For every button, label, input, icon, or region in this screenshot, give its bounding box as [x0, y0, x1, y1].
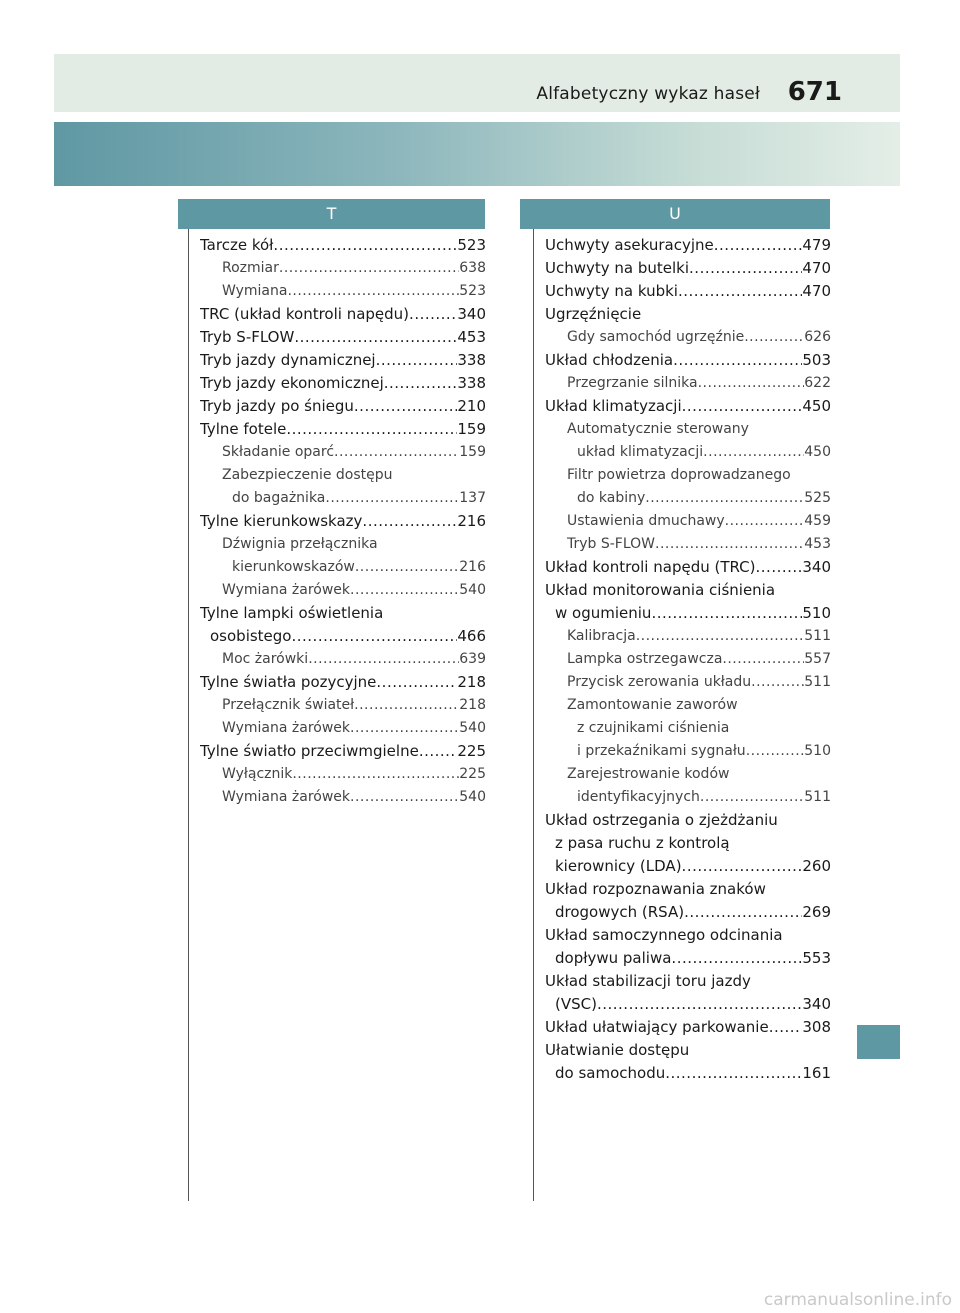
- section-header-t: T: [178, 199, 485, 229]
- index-entry-page: 639: [459, 651, 486, 667]
- page-number: 671: [787, 77, 842, 107]
- index-entry-text: Tylne kierunkowskazy: [200, 512, 363, 530]
- dot-leader: [384, 372, 458, 395]
- index-entry: [545, 280, 831, 303]
- index-entry-text: Układ stabilizacji toru jazdy: [545, 972, 751, 990]
- dot-leader: [665, 1062, 802, 1085]
- index-entry-text: drogowych (RSA): [555, 903, 685, 921]
- index-entry: [545, 579, 831, 602]
- index-entry-text: Ułatwianie dostępu: [545, 1041, 690, 1059]
- index-entry-text: Układ samoczynnego odcinania: [545, 926, 783, 944]
- index-entry-text: Tryb S-FLOW: [567, 536, 656, 552]
- index-entry: [200, 602, 486, 625]
- index-entry: [200, 303, 486, 326]
- index-entry-text: Tarcze kół: [200, 236, 274, 254]
- index-entry-text: Składanie oparć: [222, 444, 335, 460]
- index-entry-page: 159: [459, 444, 486, 460]
- index-entry: [200, 694, 486, 717]
- index-entry: [545, 257, 831, 280]
- dot-leader: [308, 648, 459, 671]
- index-entry: [545, 1016, 831, 1039]
- index-entry-page: 523: [457, 236, 486, 254]
- index-entry-page: 622: [804, 375, 831, 391]
- index-entry-text: Przegrzanie silnika: [567, 375, 698, 391]
- index-entry-text: Uchwyty na butelki: [545, 259, 690, 277]
- index-entry-text: Przycisk zerowania układu: [567, 674, 752, 690]
- dot-leader: [769, 1016, 803, 1039]
- index-entry-page: 511: [804, 674, 831, 690]
- page-title: Alfabetyczny wykaz haseł: [536, 84, 760, 104]
- dot-leader: [362, 510, 457, 533]
- index-entry: [200, 671, 486, 694]
- index-entry: [200, 625, 486, 648]
- dot-leader: [636, 625, 805, 648]
- index-entry: [545, 510, 831, 533]
- index-entry-page: 210: [457, 397, 486, 415]
- index-entry-page: 525: [804, 490, 831, 506]
- dot-leader: [756, 556, 803, 579]
- index-entry: [200, 556, 486, 579]
- watermark: carmanualsonline.info: [763, 1290, 952, 1310]
- index-entry-text: i przekaźnikami sygnału: [577, 743, 746, 759]
- index-entry-page: 216: [457, 512, 486, 530]
- index-entry-text: z czujnikami ciśnienia: [577, 720, 730, 736]
- index-entry: [545, 487, 831, 510]
- dot-leader: [700, 786, 804, 809]
- index-entry: [545, 303, 831, 326]
- index-entry: [545, 533, 831, 556]
- index-entry-text: do bagażnika: [232, 490, 326, 506]
- index-entry-text: Rozmiar: [222, 260, 279, 276]
- index-entry: [200, 740, 486, 763]
- index-entry: [545, 855, 831, 878]
- dot-leader: [746, 740, 805, 763]
- dot-leader: [744, 326, 804, 349]
- index-entry: [200, 464, 486, 487]
- index-entry: [545, 993, 831, 1016]
- index-entry-page: 159: [457, 420, 486, 438]
- header-bar: [54, 54, 900, 112]
- index-entry-text: Układ ostrzegania o zjeżdżaniu: [545, 811, 778, 829]
- index-entry-page: 218: [459, 697, 486, 713]
- index-entry-page: 540: [459, 720, 486, 736]
- index-entry: [545, 786, 831, 809]
- dot-leader: [286, 418, 457, 441]
- index-entry-text: dopływu paliwa: [555, 949, 672, 967]
- index-entry: [200, 648, 486, 671]
- index-entry: [545, 418, 831, 441]
- index-entry: [545, 441, 831, 464]
- dot-leader: [409, 303, 457, 326]
- index-entry: [200, 326, 486, 349]
- index-entry-text: do samochodu: [555, 1064, 666, 1082]
- index-entry-text: Zabezpieczenie dostępu: [222, 467, 393, 483]
- index-entry: [200, 280, 486, 303]
- index-entry-page: 459: [804, 513, 831, 529]
- index-entry-page: 511: [804, 628, 831, 644]
- index-entry-text: identyfikacyjnych: [577, 789, 700, 805]
- index-entry-text: Zarejestrowanie kodów: [567, 766, 730, 782]
- dot-leader: [655, 533, 804, 556]
- index-entry-text: Wyłącznik: [222, 766, 293, 782]
- index-entry-text: Układ klimatyzacji: [545, 397, 682, 415]
- index-column-u: [545, 234, 831, 1085]
- index-entry-page: 510: [802, 604, 831, 622]
- index-entry-text: Tylne światła pozycyjne: [200, 673, 377, 691]
- dot-leader: [287, 280, 459, 303]
- index-entry-text: Wymiana: [222, 283, 288, 299]
- index-entry-page: 470: [802, 282, 831, 300]
- index-entry: [545, 763, 831, 786]
- index-entry: [545, 717, 831, 740]
- index-entry: [545, 970, 831, 993]
- index-entry-page: 553: [802, 949, 831, 967]
- index-entry: [545, 556, 831, 579]
- dot-leader: [689, 257, 802, 280]
- dot-leader: [645, 487, 804, 510]
- index-entry-page: 453: [804, 536, 831, 552]
- index-entry-page: 340: [802, 558, 831, 576]
- index-entry-page: 260: [802, 857, 831, 875]
- index-entry-text: Uchwyty na kubki: [545, 282, 678, 300]
- index-entry: [545, 464, 831, 487]
- index-entry-text: Tryb jazdy dynamicznej: [200, 351, 376, 369]
- dot-leader: [597, 993, 802, 1016]
- index-entry-text: (VSC): [555, 995, 597, 1013]
- dot-leader: [673, 349, 802, 372]
- column-divider-u: [533, 229, 534, 1201]
- index-entry: [545, 878, 831, 901]
- dot-leader: [725, 510, 805, 533]
- index-entry-page: 137: [459, 490, 486, 506]
- dot-leader: [291, 625, 457, 648]
- index-entry-text: Gdy samochód ugrzęźnie: [567, 329, 745, 345]
- index-entry-page: 216: [459, 559, 486, 575]
- column-divider-t: [188, 229, 189, 1201]
- index-entry-text: Kalibracja: [567, 628, 636, 644]
- dot-leader: [334, 441, 459, 464]
- index-entry: [200, 786, 486, 809]
- index-entry-text: z pasa ruchu z kontrolą: [555, 834, 730, 852]
- dot-leader: [698, 372, 805, 395]
- index-entry-page: 161: [802, 1064, 831, 1082]
- index-entry: [545, 924, 831, 947]
- dot-leader: [292, 763, 459, 786]
- index-entry: [200, 257, 486, 280]
- dot-leader: [419, 740, 458, 763]
- index-entry: [200, 372, 486, 395]
- index-entry-text: kierownicy (LDA): [555, 857, 682, 875]
- index-entry: [545, 694, 831, 717]
- index-entry-text: do kabiny: [577, 490, 646, 506]
- index-entry: [545, 372, 831, 395]
- index-entry: [200, 395, 486, 418]
- index-entry-text: Zamontowanie zaworów: [567, 697, 738, 713]
- dot-leader: [350, 717, 459, 740]
- index-entry-text: Tryb S-FLOW: [200, 328, 295, 346]
- index-entry: [200, 234, 486, 257]
- dot-leader: [325, 487, 459, 510]
- index-entry-text: Ustawienia dmuchawy: [567, 513, 725, 529]
- index-entry: [200, 418, 486, 441]
- dot-leader: [684, 901, 802, 924]
- index-entry-page: 338: [457, 351, 486, 369]
- index-entry-text: Tylne lampki oświetlenia: [200, 604, 384, 622]
- dot-leader: [682, 395, 803, 418]
- index-entry: [545, 671, 831, 694]
- index-entry-page: 338: [457, 374, 486, 392]
- index-entry-text: Układ monitorowania ciśnienia: [545, 581, 776, 599]
- index-entry: [545, 740, 831, 763]
- index-entry-page: 308: [802, 1018, 831, 1036]
- dot-leader: [354, 694, 459, 717]
- dot-leader: [354, 395, 457, 418]
- index-entry: [200, 533, 486, 556]
- index-entry: [200, 510, 486, 533]
- index-entry-text: Uchwyty asekuracyjne: [545, 236, 714, 254]
- dot-leader: [682, 855, 803, 878]
- index-entry: [200, 717, 486, 740]
- index-entry: [545, 648, 831, 671]
- index-entry-page: 450: [804, 444, 831, 460]
- index-entry-text: osobistego: [210, 627, 292, 645]
- index-entry-text: Filtr powietrza doprowadzanego: [567, 467, 791, 483]
- index-entry: [200, 763, 486, 786]
- dot-leader: [279, 257, 459, 280]
- index-entry: [545, 234, 831, 257]
- index-entry-text: Wymiana żarówek: [222, 720, 351, 736]
- index-entry-text: układ klimatyzacji: [577, 444, 704, 460]
- dot-leader: [350, 786, 459, 809]
- index-entry-page: 225: [457, 742, 486, 760]
- index-entry-page: 269: [802, 903, 831, 921]
- index-entry-text: Układ ułatwiający parkowanie: [545, 1018, 769, 1036]
- index-entry-text: Ugrzęźnięcie: [545, 305, 642, 323]
- dot-leader: [714, 234, 803, 257]
- index-entry-page: 540: [459, 789, 486, 805]
- dot-leader: [722, 648, 804, 671]
- index-entry: [545, 809, 831, 832]
- dot-leader: [678, 280, 802, 303]
- index-entry: [545, 349, 831, 372]
- index-entry-text: Moc żarówki: [222, 651, 309, 667]
- index-entry: [545, 395, 831, 418]
- index-entry: [200, 441, 486, 464]
- index-entry-page: 453: [457, 328, 486, 346]
- dot-leader: [273, 234, 457, 257]
- index-entry-page: 340: [802, 995, 831, 1013]
- index-entry: [200, 487, 486, 510]
- index-entry-text: Tryb jazdy po śniegu: [200, 397, 354, 415]
- index-entry-page: 638: [459, 260, 486, 276]
- index-entry-page: 511: [804, 789, 831, 805]
- index-entry-page: 218: [457, 673, 486, 691]
- index-entry-page: 626: [804, 329, 831, 345]
- index-entry: [545, 947, 831, 970]
- chapter-tab: [857, 1025, 900, 1059]
- index-entry-text: Układ kontroli napędu (TRC): [545, 558, 756, 576]
- index-entry-text: Automatycznie sterowany: [567, 421, 749, 437]
- index-entry: [545, 1039, 831, 1062]
- index-entry-page: 503: [802, 351, 831, 369]
- index-entry-page: 479: [802, 236, 831, 254]
- index-entry-page: 466: [457, 627, 486, 645]
- index-entry-text: Tylne światło przeciwmgielne: [200, 742, 419, 760]
- index-column-t: [200, 234, 486, 809]
- dot-leader: [355, 556, 459, 579]
- dot-leader: [671, 947, 802, 970]
- index-entry-page: 540: [459, 582, 486, 598]
- index-entry: [200, 349, 486, 372]
- index-entry-text: Układ rozpoznawania znaków: [545, 880, 766, 898]
- index-entry-page: 225: [459, 766, 486, 782]
- index-entry-text: Tryb jazdy ekonomicznej: [200, 374, 384, 392]
- index-entry-text: Wymiana żarówek: [222, 789, 351, 805]
- decorative-gradient-band: [54, 122, 900, 186]
- dot-leader: [376, 349, 458, 372]
- dot-leader: [651, 602, 802, 625]
- index-entry: [545, 625, 831, 648]
- index-entry-page: 523: [459, 283, 486, 299]
- dot-leader: [376, 671, 457, 694]
- index-entry-page: 510: [804, 743, 831, 759]
- index-entry-text: w ogumieniu: [555, 604, 652, 622]
- index-entry: [545, 832, 831, 855]
- index-entry: [545, 901, 831, 924]
- index-entry: [200, 579, 486, 602]
- index-entry-page: 470: [802, 259, 831, 277]
- index-entry-text: Tylne fotele: [200, 420, 287, 438]
- index-entry-text: kierunkowskazów: [232, 559, 355, 575]
- index-entry: [545, 602, 831, 625]
- index-entry-page: 450: [802, 397, 831, 415]
- dot-leader: [751, 671, 804, 694]
- index-entry-text: Wymiana żarówek: [222, 582, 351, 598]
- index-entry-text: TRC (układ kontroli napędu): [200, 305, 410, 323]
- index-entry: [545, 326, 831, 349]
- section-header-u: U: [520, 199, 830, 229]
- dot-leader: [294, 326, 457, 349]
- dot-leader: [350, 579, 459, 602]
- index-entry-text: Przełącznik świateł: [222, 697, 355, 713]
- index-entry-text: Lampka ostrzegawcza: [567, 651, 723, 667]
- index-entry-page: 340: [457, 305, 486, 323]
- index-entry-text: Dźwignia przełącznika: [222, 536, 378, 552]
- index-entry-page: 557: [804, 651, 831, 667]
- index-entry: [545, 1062, 831, 1085]
- dot-leader: [703, 441, 804, 464]
- index-entry-text: Układ chłodzenia: [545, 351, 674, 369]
